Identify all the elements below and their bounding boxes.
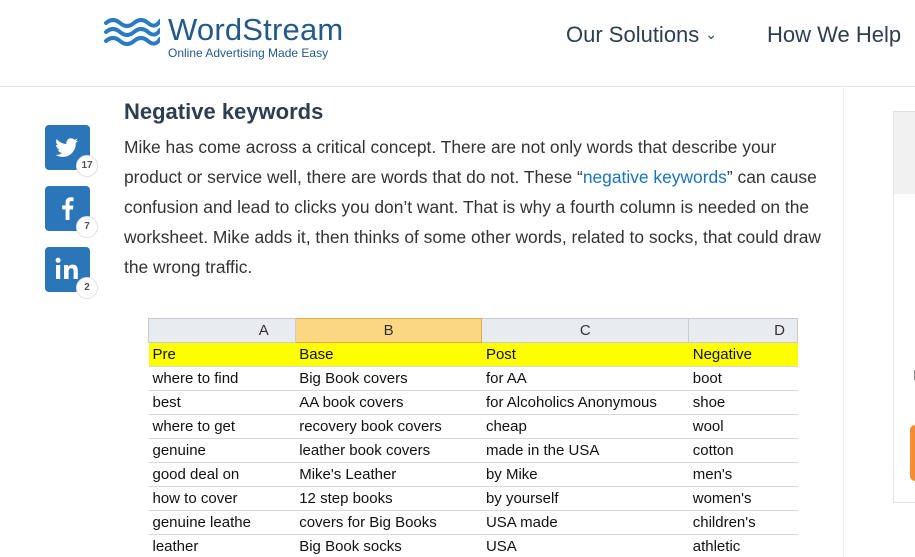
sheet-cell: leather xyxy=(149,535,296,557)
site-header xyxy=(0,0,915,87)
sidebar-widget xyxy=(893,111,915,503)
sheet-cell: by yourself xyxy=(482,487,689,511)
sheet-cell: USA made xyxy=(482,511,689,535)
nav-how-we-help[interactable] xyxy=(767,22,901,48)
spreadsheet-image xyxy=(148,318,798,557)
sheet-cell: women's xyxy=(689,487,798,511)
sheet-cell: made in the USA xyxy=(482,439,689,463)
logo-tagline: Online Advertising Made Easy xyxy=(168,46,329,60)
sheet-cell: Pre xyxy=(149,343,296,367)
nav-our-solutions[interactable] xyxy=(566,22,717,48)
sheet-cell: for AA xyxy=(482,367,689,391)
sheet-cell: where to get xyxy=(149,415,296,439)
column-letter: A xyxy=(149,319,296,343)
share-twitter-button[interactable] xyxy=(45,125,93,171)
sheet-cell: USA xyxy=(482,535,689,557)
sheet-cell: covers for Big Books xyxy=(295,511,482,535)
sheet-cell: best xyxy=(149,391,296,415)
facebook-share-count: 7 xyxy=(76,216,98,238)
section-heading: Negative keywords xyxy=(124,99,324,124)
share-linkedin-button[interactable] xyxy=(45,247,90,292)
share-facebook-button[interactable] xyxy=(45,186,90,231)
column-letter: D xyxy=(689,319,798,343)
sidebar-widget-header xyxy=(894,112,915,194)
sheet-cell: children's xyxy=(689,511,798,535)
sheet-row xyxy=(149,415,798,439)
wordstream-logo[interactable] xyxy=(104,14,364,64)
sheet-row xyxy=(149,511,798,535)
sheet-row xyxy=(149,463,798,487)
sheet-cell: Big Book socks xyxy=(295,535,482,557)
article-body xyxy=(124,96,830,282)
sheet-cell: wool xyxy=(689,415,798,439)
sheet-cell: by Mike xyxy=(482,463,689,487)
sheet-cell: Big Book covers xyxy=(295,367,482,391)
article-paragraph xyxy=(124,132,830,282)
column-letter-selected: B xyxy=(295,319,482,343)
sheet-cell: Base xyxy=(295,343,482,367)
sheet-row xyxy=(149,367,798,391)
sheet-header-row xyxy=(149,343,798,367)
sheet-cell: 12 step books xyxy=(295,487,482,511)
sheet-cell: Mike's Leather xyxy=(295,463,482,487)
paragraph-text-start: Mike has come across a critical concept. There are not only words that describe your product or service well, there are words that do not. These “ xyxy=(124,137,777,187)
content-divider xyxy=(843,87,844,557)
sheet-cell: boot xyxy=(689,367,798,391)
paragraph-text-end: ” can cause confusion and lead to clicks you don’t want. That is why a fourth column is needed on the worksheet. Mike adds it, then thinks of some other words, related to socks, that could draw the wrong traffic. xyxy=(124,167,821,277)
sidebar-cta-button[interactable] xyxy=(910,425,915,481)
column-letter: C xyxy=(482,319,689,343)
logo-name: WordStream xyxy=(168,12,344,47)
sheet-row xyxy=(149,391,798,415)
sheet-cell: athletic xyxy=(689,535,798,557)
sheet-row xyxy=(149,439,798,463)
chevron-down-icon: ⌄ xyxy=(705,26,718,42)
sheet-cell: genuine xyxy=(149,439,296,463)
sheet-cell: Negative xyxy=(689,343,798,367)
sheet-cell: cheap xyxy=(482,415,689,439)
sheet-cell: recovery book covers xyxy=(295,415,482,439)
sheet-cell: men's xyxy=(689,463,798,487)
negative-keywords-link[interactable]: negative keywords xyxy=(582,167,727,187)
sheet-cell: how to cover xyxy=(149,487,296,511)
sheet-cell: good deal on xyxy=(149,463,296,487)
sheet-cell: AA book covers xyxy=(295,391,482,415)
sheet-cell: leather book covers xyxy=(295,439,482,463)
linkedin-share-count: 2 xyxy=(76,277,98,299)
nav-our-solutions-label: Our Solutions xyxy=(566,22,700,47)
twitter-share-count: 17 xyxy=(76,155,98,177)
sheet-cell: cotton xyxy=(689,439,798,463)
sheet-cell: genuine leathe xyxy=(149,511,296,535)
sheet-cell: where to find xyxy=(149,367,296,391)
wave-logo-icon xyxy=(104,16,160,46)
sheet-cell: Post xyxy=(482,343,689,367)
sheet-row xyxy=(149,535,798,557)
sheet-cell: shoe xyxy=(689,391,798,415)
sheet-cell: for Alcoholics Anonymous xyxy=(482,391,689,415)
column-letter-row xyxy=(149,319,798,343)
nav-how-we-help-label: How We Help xyxy=(767,22,902,47)
sheet-row xyxy=(149,487,798,511)
